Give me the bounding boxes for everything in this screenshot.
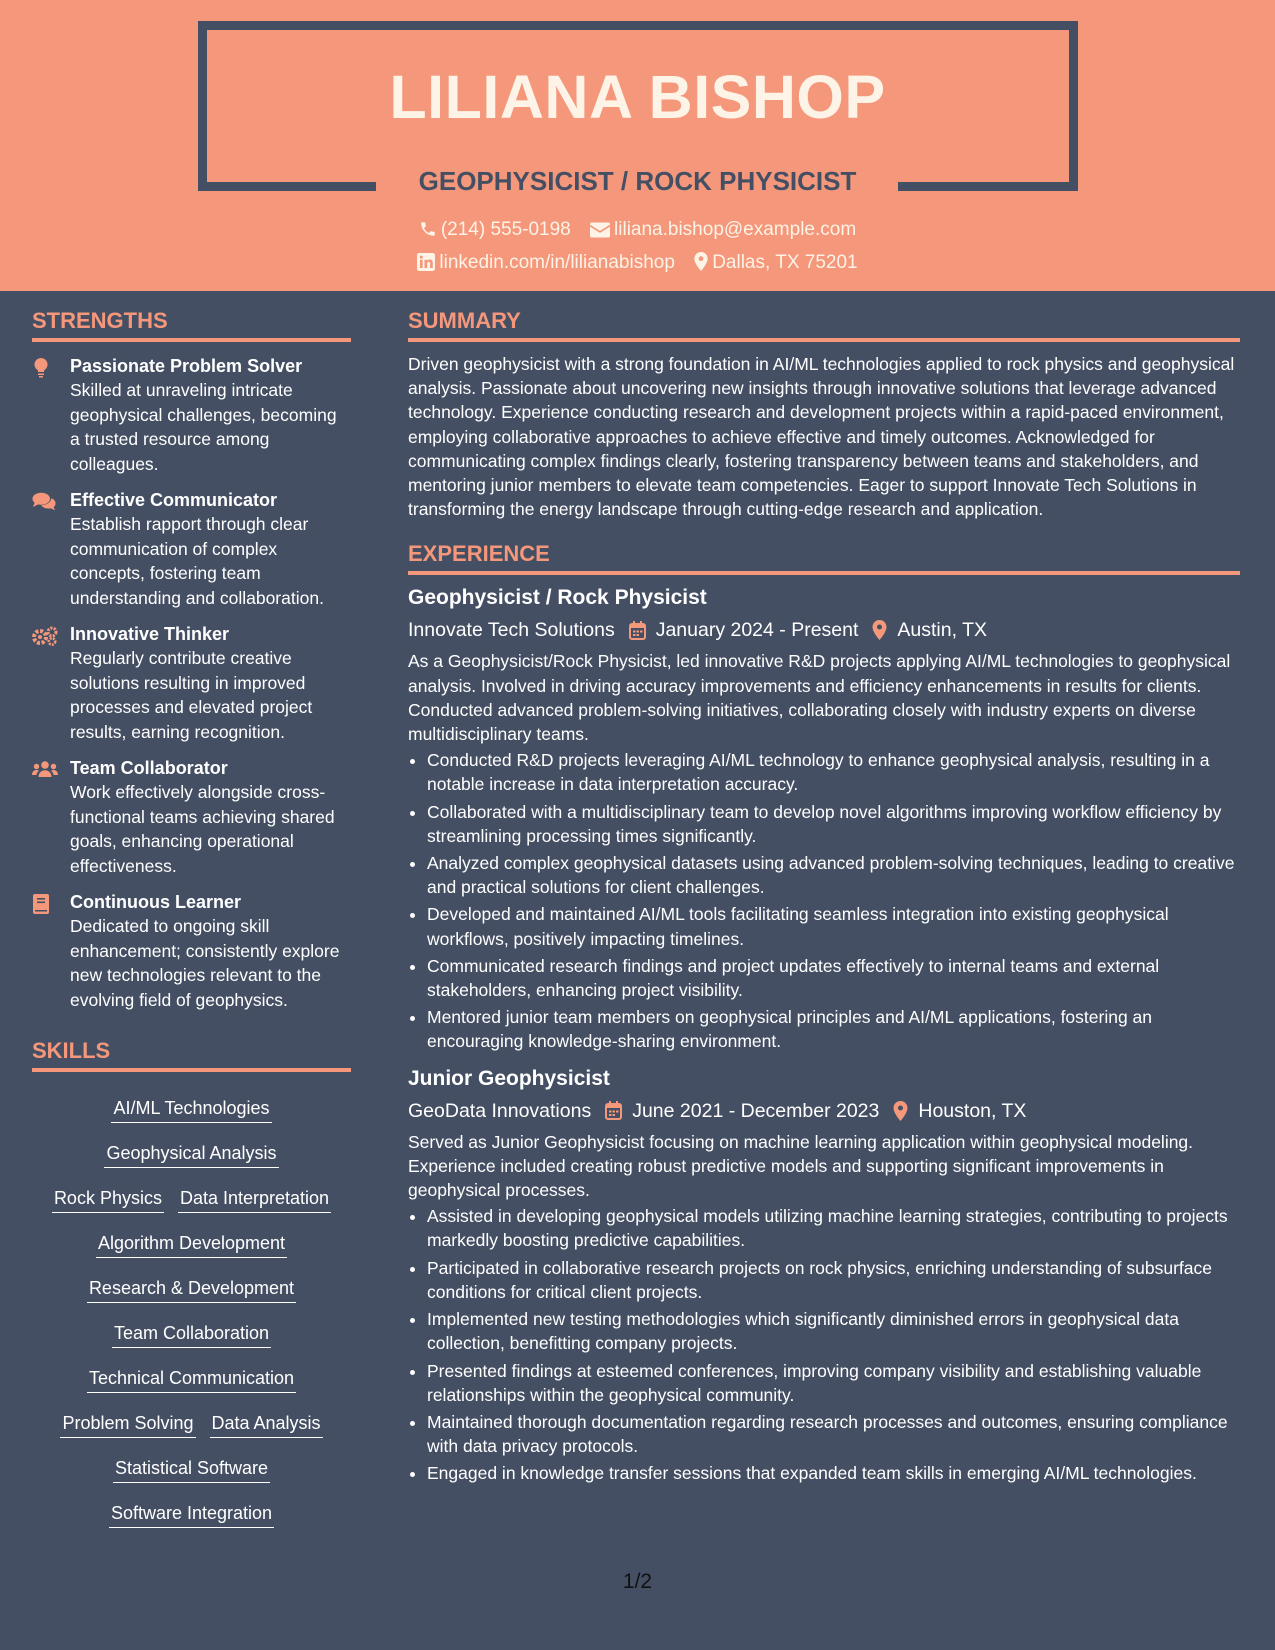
job-meta xyxy=(408,615,1240,645)
linkedin-text[interactable]: linkedin.com/in/lilianabishop xyxy=(439,252,675,273)
list-item: • Conducted R&D projects leveraging AI/ML technology to enhance geophysical analysis, resulting in a notable increase in data interpretation accuracy. xyxy=(427,748,1240,796)
comments-icon xyxy=(32,489,70,610)
job-entry xyxy=(408,583,1240,1053)
list-item: • Engaged in knowledge transfer sessions that expanded team skills in emerging AI/ML technologies. xyxy=(427,1461,1240,1485)
contact-row-2 xyxy=(0,252,1275,277)
location-text: Dallas, TX 75201 xyxy=(712,252,858,273)
list-item: • Participated in collaborative research projects on rock physics, enriching understanding of subsurface conditions for critical client projects. xyxy=(427,1256,1240,1304)
experience-heading: EXPERIENCE xyxy=(408,525,1240,575)
strength-item xyxy=(32,623,351,744)
skill-tag: Statistical Software xyxy=(113,1457,270,1483)
list-item: • Assisted in developing geophysical models utilizing machine learning strategies, contributing to projects markedly boosting predictive capabilities. xyxy=(427,1204,1240,1252)
strength-item xyxy=(32,891,351,1012)
strength-title: Innovative Thinker xyxy=(70,624,230,644)
users-icon xyxy=(32,757,70,878)
skill-tag: Data Interpretation xyxy=(178,1187,331,1213)
job-description: As a Geophysicist/Rock Physicist, led innovative R&D projects applying AI/ML technologies to geophysical analysis. Involved in driving accuracy improvements and efficiency enhancements in results for clients. Conducted advanced problem-solving initiatives, collaborating closely with industry experts on diverse multidisciplinary teams. xyxy=(408,651,1231,745)
map-pin-icon xyxy=(872,620,887,640)
job-position: Junior Geophysicist xyxy=(408,1066,610,1090)
calendar-icon xyxy=(629,621,646,640)
gears-icon xyxy=(32,623,70,744)
email-text[interactable]: liliana.bishop@example.com xyxy=(614,219,857,240)
job-position: Geophysicist / Rock Physicist xyxy=(408,586,707,610)
skill-tag: Problem Solving xyxy=(60,1412,195,1438)
list-item: • Maintained thorough documentation regarding research processes and outcomes, ensuring compliance with data privacy protocols. xyxy=(427,1410,1240,1458)
map-pin-icon xyxy=(893,1101,908,1121)
phone-text: (214) 555-0198 xyxy=(440,219,571,240)
summary-heading: SUMMARY xyxy=(408,292,1240,342)
list-item: • Communicated research findings and project updates effectively to internal teams and external stakeholders, enhancing project visibility. xyxy=(427,954,1240,1002)
candidate-name: LILIANA BISHOP xyxy=(389,63,886,131)
job-dates: June 2021 - December 2023 xyxy=(632,1099,880,1122)
job-location: Houston, TX xyxy=(918,1099,1027,1122)
skill-tag: Technical Communication xyxy=(87,1367,296,1393)
job-description: Served as Junior Geophysicist focusing on machine learning application within geophysical modeling. Experience included creating robust predictive models and supporting significant improvements in geophysical processes. xyxy=(408,1131,1194,1201)
linkedin-icon xyxy=(417,253,435,277)
map-pin-icon xyxy=(694,252,708,277)
email-item[interactable] xyxy=(590,219,856,244)
phone-item xyxy=(419,219,571,244)
list-item: • Collaborated with a multidisciplinary team to develop novel algorithms improving workflow efficiency by streamlining processing times significantly. xyxy=(427,800,1240,848)
contact-row-1 xyxy=(0,219,1275,244)
job-meta xyxy=(408,1096,1240,1126)
summary-text: Driven geophysicist with a strong foundation in AI/ML technologies applied to rock physics and geophysical analysis. Passionate about uncovering new insights through innovative solutions that leverage advanced technology. Experience conducting research and development projects within a rapid-paced environment, employing collaborative approaches to achieve effective and timely outcomes. Acknowledged for communicating complex findings clearly, fostering transparency between teams and stakeholders, and mentoring junior members to elevate team competencies. Eager to support Innovate Tech Solutions in transforming the energy landscape through cutting-edge research and application. xyxy=(408,354,1235,520)
linkedin-item[interactable] xyxy=(417,252,675,277)
strength-title: Passionate Problem Solver xyxy=(70,356,303,376)
list-item: • Analyzed complex geophysical datasets using advanced problem-solving techniques, leading to creative and practical solutions for client challenges. xyxy=(427,851,1240,899)
strength-title: Continuous Learner xyxy=(70,892,242,912)
skill-tag: Algorithm Development xyxy=(96,1232,287,1258)
strength-desc: Work effectively alongside cross-functional teams achieving shared goals, enhancing operational effectiveness. xyxy=(70,782,335,876)
list-item: • Mentored junior team members on geophysical principles and AI/ML applications, fostering an encouraging knowledge-sharing environment. xyxy=(427,1005,1240,1053)
strength-desc: Regularly contribute creative solutions resulting in improved processes and elevated project results, earning recognition. xyxy=(70,648,313,742)
right-column xyxy=(408,292,1240,1489)
list-item: • Presented findings at esteemed conferences, improving company visibility and establishing valuable relationships within the geophysical community. xyxy=(427,1359,1240,1407)
job-company: Innovate Tech Solutions xyxy=(408,619,615,642)
skill-tag: Geophysical Analysis xyxy=(104,1142,278,1168)
skills-list xyxy=(32,1072,351,1528)
job-company: GeoData Innovations xyxy=(408,1099,592,1122)
skill-tag: AI/ML Technologies xyxy=(111,1097,271,1123)
skills-heading: SKILLS xyxy=(32,1022,351,1072)
list-item: • Implemented new testing methodologies which significantly diminished errors in geophysical data collection, benefitting company projects. xyxy=(427,1307,1240,1355)
left-column xyxy=(32,292,351,1528)
strength-title: Team Collaborator xyxy=(70,758,228,778)
location-item xyxy=(694,252,857,277)
header-banner xyxy=(0,0,1275,291)
skill-tag: Software Integration xyxy=(109,1502,274,1528)
list-item: • Developed and maintained AI/ML tools facilitating seamless integration into existing geophysical workflows, positively impacting timelines. xyxy=(427,902,1240,950)
job-bullets xyxy=(408,1204,1240,1485)
job-entry xyxy=(408,1064,1240,1486)
job-bullets xyxy=(408,748,1240,1053)
job-dates: January 2024 - Present xyxy=(655,619,859,642)
skill-tag: Data Analysis xyxy=(210,1412,323,1438)
phone-icon xyxy=(419,220,437,244)
strength-item xyxy=(32,355,351,476)
strength-desc: Establish rapport through clear communication of complex concepts, fostering team understanding and collaboration. xyxy=(70,514,324,608)
strength-title: Effective Communicator xyxy=(70,490,278,510)
book-icon xyxy=(32,891,70,1012)
envelope-icon xyxy=(590,222,610,244)
calendar-icon xyxy=(605,1101,622,1120)
skill-tag: Research & Development xyxy=(87,1277,296,1303)
strength-item xyxy=(32,489,351,610)
skill-tag: Team Collaboration xyxy=(112,1322,271,1348)
strengths-heading: STRENGTHS xyxy=(32,292,351,342)
lightbulb-icon xyxy=(32,355,70,476)
skill-tag: Rock Physics xyxy=(52,1187,164,1213)
job-location: Austin, TX xyxy=(897,619,988,642)
strength-desc: Skilled at unraveling intricate geophysical challenges, becoming a trusted resource among colleagues. xyxy=(70,380,337,474)
page-number: 1/2 xyxy=(622,1570,653,1593)
job-title: GEOPHYSICIST / ROCK PHYSICIST xyxy=(418,166,857,196)
strength-desc: Dedicated to ongoing skill enhancement; consistently explore new technologies relevant to the evolving field of geophysics. xyxy=(70,916,340,1010)
strength-item xyxy=(32,757,351,878)
